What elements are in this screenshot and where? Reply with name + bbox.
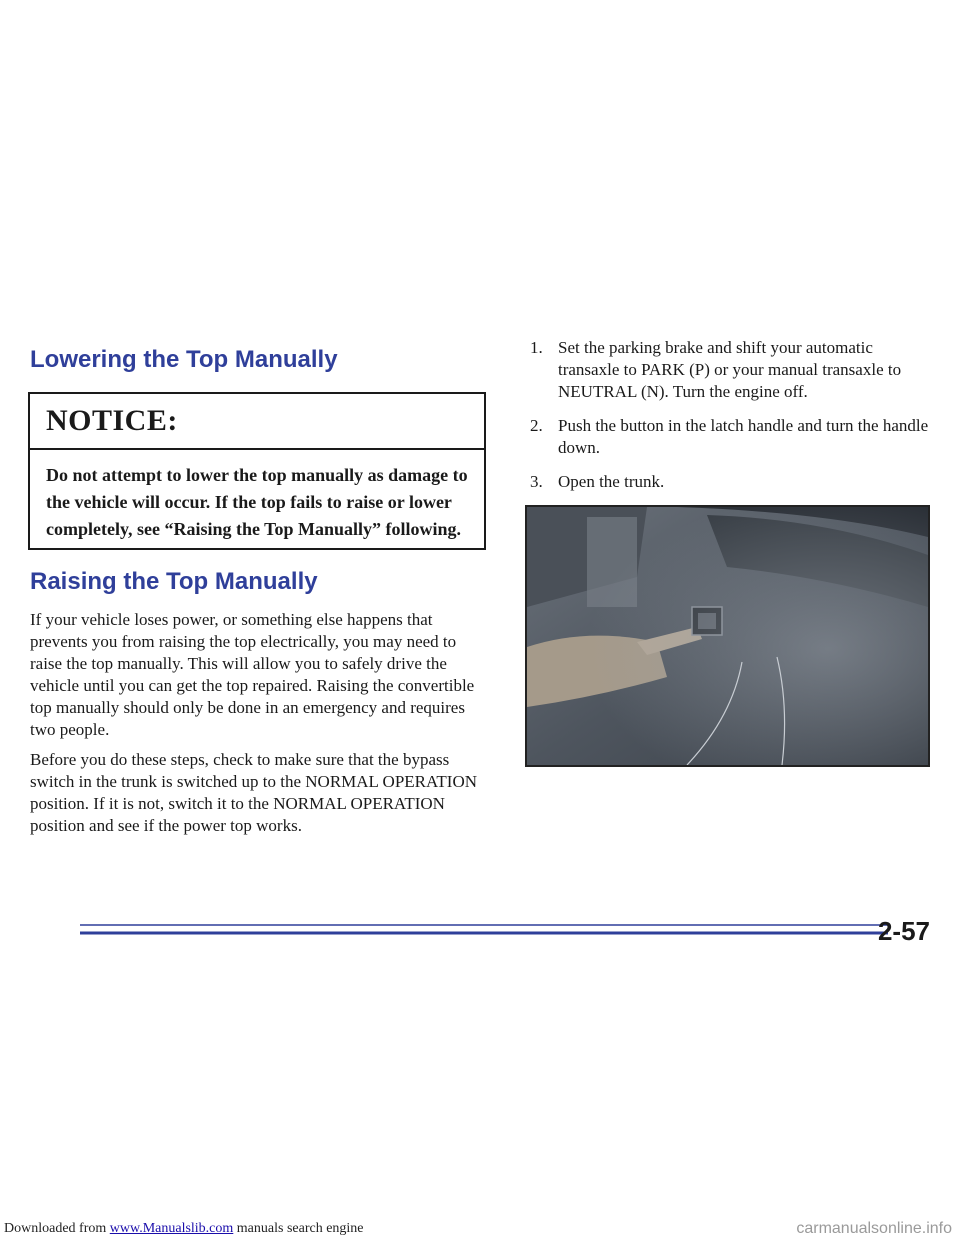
step-text: Set the parking brake and shift your automatic transaxle to PARK (P) or your manual transaxle to NEUTRAL (N). Turn the engine off. [558, 338, 902, 401]
banner-suffix: manuals search engine [233, 1221, 364, 1236]
raising-intro-paragraph: If your vehicle loses power, or something else happens that prevents you from raising the top electrically, you may need to raise the top manually. This will allow you to safely drive the vehicle until you can get the top repaired. Raising the convertible top manually should only be done in an emergency and requires two people. [30, 610, 475, 739]
notice-label: NOTICE: [30, 394, 484, 450]
footer-rule [80, 922, 890, 942]
page-number: 2-57 [877, 916, 930, 946]
photo-illustration [527, 507, 928, 765]
steps-list [530, 337, 930, 505]
manualslib-link[interactable]: www.Manualslib.com [109, 1221, 234, 1236]
step-item [530, 471, 930, 493]
banner-prefix: Downloaded from [4, 1221, 110, 1236]
step-item [530, 337, 930, 403]
step-number: 1. [530, 338, 543, 357]
step-item [530, 415, 930, 459]
step-number: 2. [530, 416, 543, 435]
trunk-bypass-switch-photo [525, 505, 930, 767]
bypass-switch-paragraph: Before you do these steps, check to make sure that the bypass switch in the trunk is switched up to the NORMAL OPERATION position. If it is not, switch it to the NORMAL OPERATION position and see if the power top works. [30, 750, 478, 835]
step-text: Open the trunk. [558, 472, 665, 491]
download-banner [4, 1221, 364, 1237]
watermark-text: carmanualsonline.info [796, 1220, 952, 1237]
notice-box [28, 392, 486, 550]
notice-text: Do not attempt to lower the top manually as damage to the vehicle will occur. If the top fails to raise or lower completely, see “Raising the Top Manually” following. [46, 465, 468, 539]
heading-lowering-top: Lowering the Top Manually [30, 346, 338, 373]
step-text: Push the button in the latch handle and turn the handle down. [558, 416, 929, 457]
step-number: 3. [530, 472, 543, 491]
heading-raising-top: Raising the Top Manually [30, 568, 318, 595]
